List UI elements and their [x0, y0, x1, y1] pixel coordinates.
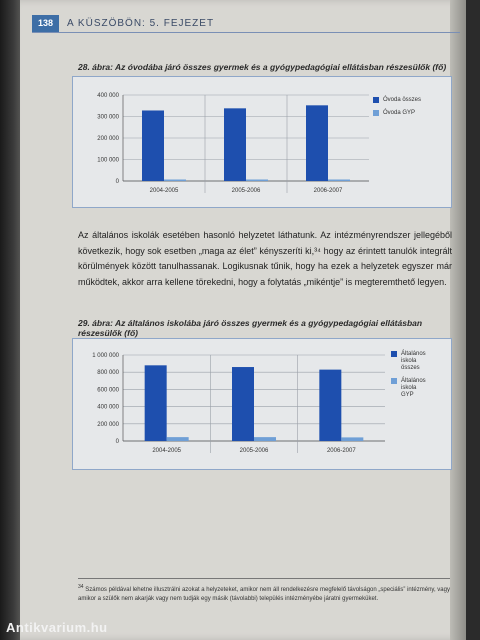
y-tick-label: 400 000: [97, 93, 119, 99]
legend-label: Óvoda összes: [383, 97, 422, 103]
figure-28-legend: [373, 97, 448, 123]
legend-swatch: [391, 351, 397, 357]
bar-total: [306, 105, 328, 181]
bar-total: [142, 110, 164, 181]
y-tick-label: 1 000 000: [92, 353, 119, 359]
footnote-rule: [78, 578, 450, 579]
bar-gyp: [254, 437, 276, 441]
legend-label: Általános iskola GYP: [401, 378, 426, 398]
legend-item: [373, 97, 448, 104]
x-tick-label: 2005-2006: [239, 448, 269, 454]
x-tick-label: 2004-2005: [149, 188, 179, 194]
legend-swatch: [373, 110, 379, 116]
legend-label: Óvoda GYP: [383, 110, 416, 116]
book-spine: [0, 0, 22, 640]
header-rule: [32, 32, 460, 33]
bar-total: [224, 108, 246, 181]
y-tick-label: 100 000: [97, 157, 119, 164]
y-tick-label: 600 000: [97, 387, 119, 394]
y-tick-label: 0: [115, 439, 119, 445]
y-tick-label: 200 000: [97, 421, 119, 428]
chapter-title: A KÜSZÖBÖN: 5. FEJEZET: [67, 17, 215, 29]
y-tick-label: 0: [115, 179, 119, 185]
figure-28-chart: [72, 76, 452, 208]
watermark: Antikvarium.hu: [6, 620, 108, 635]
bar-gyp: [164, 180, 186, 182]
bar-total: [232, 367, 254, 441]
legend-item: [391, 351, 449, 372]
x-tick-label: 2005-2006: [231, 188, 261, 194]
bar-total: [145, 365, 167, 441]
legend-label: Általános iskola összes: [401, 351, 426, 371]
legend-item: [373, 110, 448, 117]
bar-gyp: [328, 180, 350, 182]
legend-item: [391, 378, 449, 399]
legend-swatch: [391, 378, 397, 384]
footnote: [78, 583, 452, 603]
bar-gyp: [246, 180, 268, 182]
figure-29-legend: [391, 351, 449, 405]
body-paragraph: Az általános iskolák esetében hasonló helyzetet láthatunk. Az intézményrendszer jellegéből következik, hogy sok esetben „maga az élet” kényszeríti ki,³⁴ hogy az érintett tanulók integrált körülmények között tanulhassanak. Logikusnak tűnik, hogy ha ezek a helyzetek egyszer már működtek, akkor arra kellene törekedni, hogy a folytatás „mikéntje” is megteremthető legyen.: [78, 230, 452, 287]
figure-29-caption: 29. ábra: Az általános iskolába járó összes gyermek és a gyógypedagógiai ellátásban részesülők (fő): [78, 318, 423, 338]
footnote-number: 34: [78, 584, 84, 590]
bar-gyp: [341, 437, 363, 441]
footnote-text: Számos példával lehetne illusztrálni azokat a helyzeteket, amikor nem áll rendelkezésre megfelelő távolságon „speciális” intézmény, vagy amikor a szülők nem akarják vagy nem tudják egy másik (távolabbi) település intézményébe járatni gyermeküket.: [78, 587, 450, 602]
legend-swatch: [373, 97, 379, 103]
x-tick-label: 2006-2007: [313, 188, 343, 194]
y-tick-label: 200 000: [97, 136, 119, 142]
bar-gyp: [167, 437, 189, 441]
y-tick-label: 400 000: [97, 404, 119, 411]
bar-total: [319, 370, 341, 441]
figure-29-chart: [72, 338, 452, 470]
x-tick-label: 2004-2005: [152, 448, 182, 454]
figure-28-caption: 28. ábra: Az óvodába járó összes gyermek és a gyógypedagógiai ellátásban részesülők (fő): [78, 62, 447, 72]
page-number: 138: [32, 15, 59, 32]
y-tick-label: 800 000: [97, 370, 119, 377]
x-tick-label: 2006-2007: [326, 448, 356, 454]
y-tick-label: 300 000: [97, 114, 119, 121]
running-header: [32, 14, 460, 32]
